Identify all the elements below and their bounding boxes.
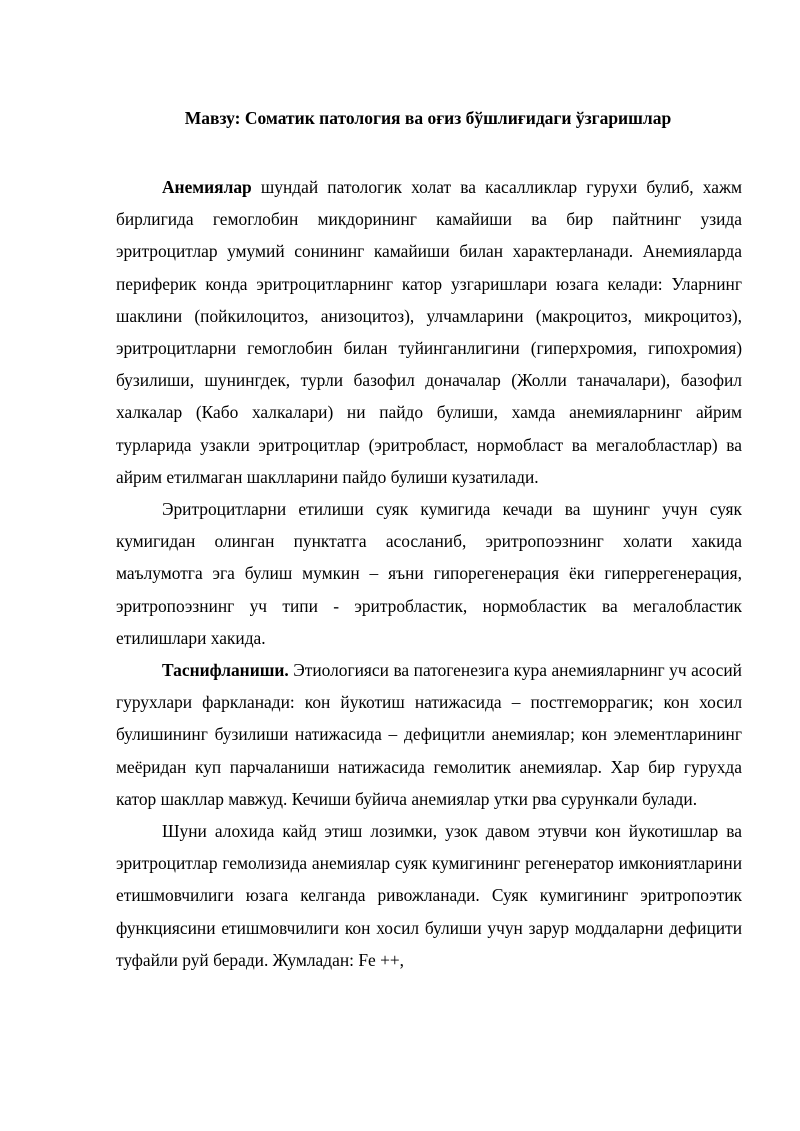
paragraph-classification	[116, 654, 742, 815]
paragraph-text: Эритроцитларни етилиши суяк кумигида кечади ва шунинг учун суяк кумигидан олинган пунктатга асосланиб, эритропоэзнинг холати хакида маълумотга эга булиш мумкин – яъни гипорегенерация ёки гиперрегенерация, эритропоэзнинг уч типи - эритробластик, нормобластик ва мегалобластик етилишлари хакида.	[116, 499, 742, 648]
paragraph-lead-term: Таснифланиши.	[162, 660, 289, 681]
paragraph-lead-term: Анемиялар	[162, 177, 252, 197]
document-title: Мавзу: Соматик патология ва оғиз бўшлиғидаги ўзгаришлар	[184, 108, 672, 128]
document-body	[116, 171, 742, 976]
paragraph-text: Шуни алохида кайд этиш лозимки, узок давом этувчи кон йукотишлар ва эритроцитлар гемолизида анемиялар суяк кумигининг регенератор имкониятларини етишмовчилиги юзага келганда ривожланади. Суяк кумигининг эритропоэтик функциясини етишмовчилиги кон хосил булиши учун зарур моддаларни дефицити туфайли руй беради. Жумладан: Fe ++,	[116, 821, 742, 970]
paragraph-erythropoiesis	[116, 493, 742, 654]
paragraph-anemia-definition	[116, 171, 742, 493]
paragraph-text: шундай патологик холат ва касалликлар гурухи булиб, хажм бирлигида гемоглобин микдорининг камайиши ва бир пайтнинг узида эритроцитлар умумий сонининг камайиши билан характерланади. Анемияларда периферик конда эритроцитларнинг катор узгаришлари юзага келади: Уларнинг шаклини (пойкилоцитоз, анизоцитоз), улчамларини (макроцитоз, микроцитоз), эритроцитларни гемоглобин билан туйинганлигини (гиперхромия, гипохромия) бузилиши, шунингдек, турли базофил доначалар (Жолли таначалари), базофил халкалар (Кабо халкалари) ни пайдо булиши, хамда анемияларнинг айрим турларида узакли эритроцитлар (эритробласт, нормобласт ва мегалобластлар) ва айрим етилмаган шаклларини пайдо булиши кузатилади.	[116, 177, 742, 487]
paragraph-text: Этиологияси ва патогенезига кура анемияларнинг уч асосий гурухлари фаркланади: кон йукотиш натижасида – постгеморрагик; кон хосил булишининг бузилиши натижасида – дефицитли анемиялар; кон элементларининг меёридан куп парчаланиши натижасида гемолитик анемиялар. Хар бир гурухда катор шакллар мавжуд. Кечиши буйича анемиялар утки рва сурункали булади.	[116, 660, 742, 809]
paragraph-blood-loss	[116, 815, 742, 976]
